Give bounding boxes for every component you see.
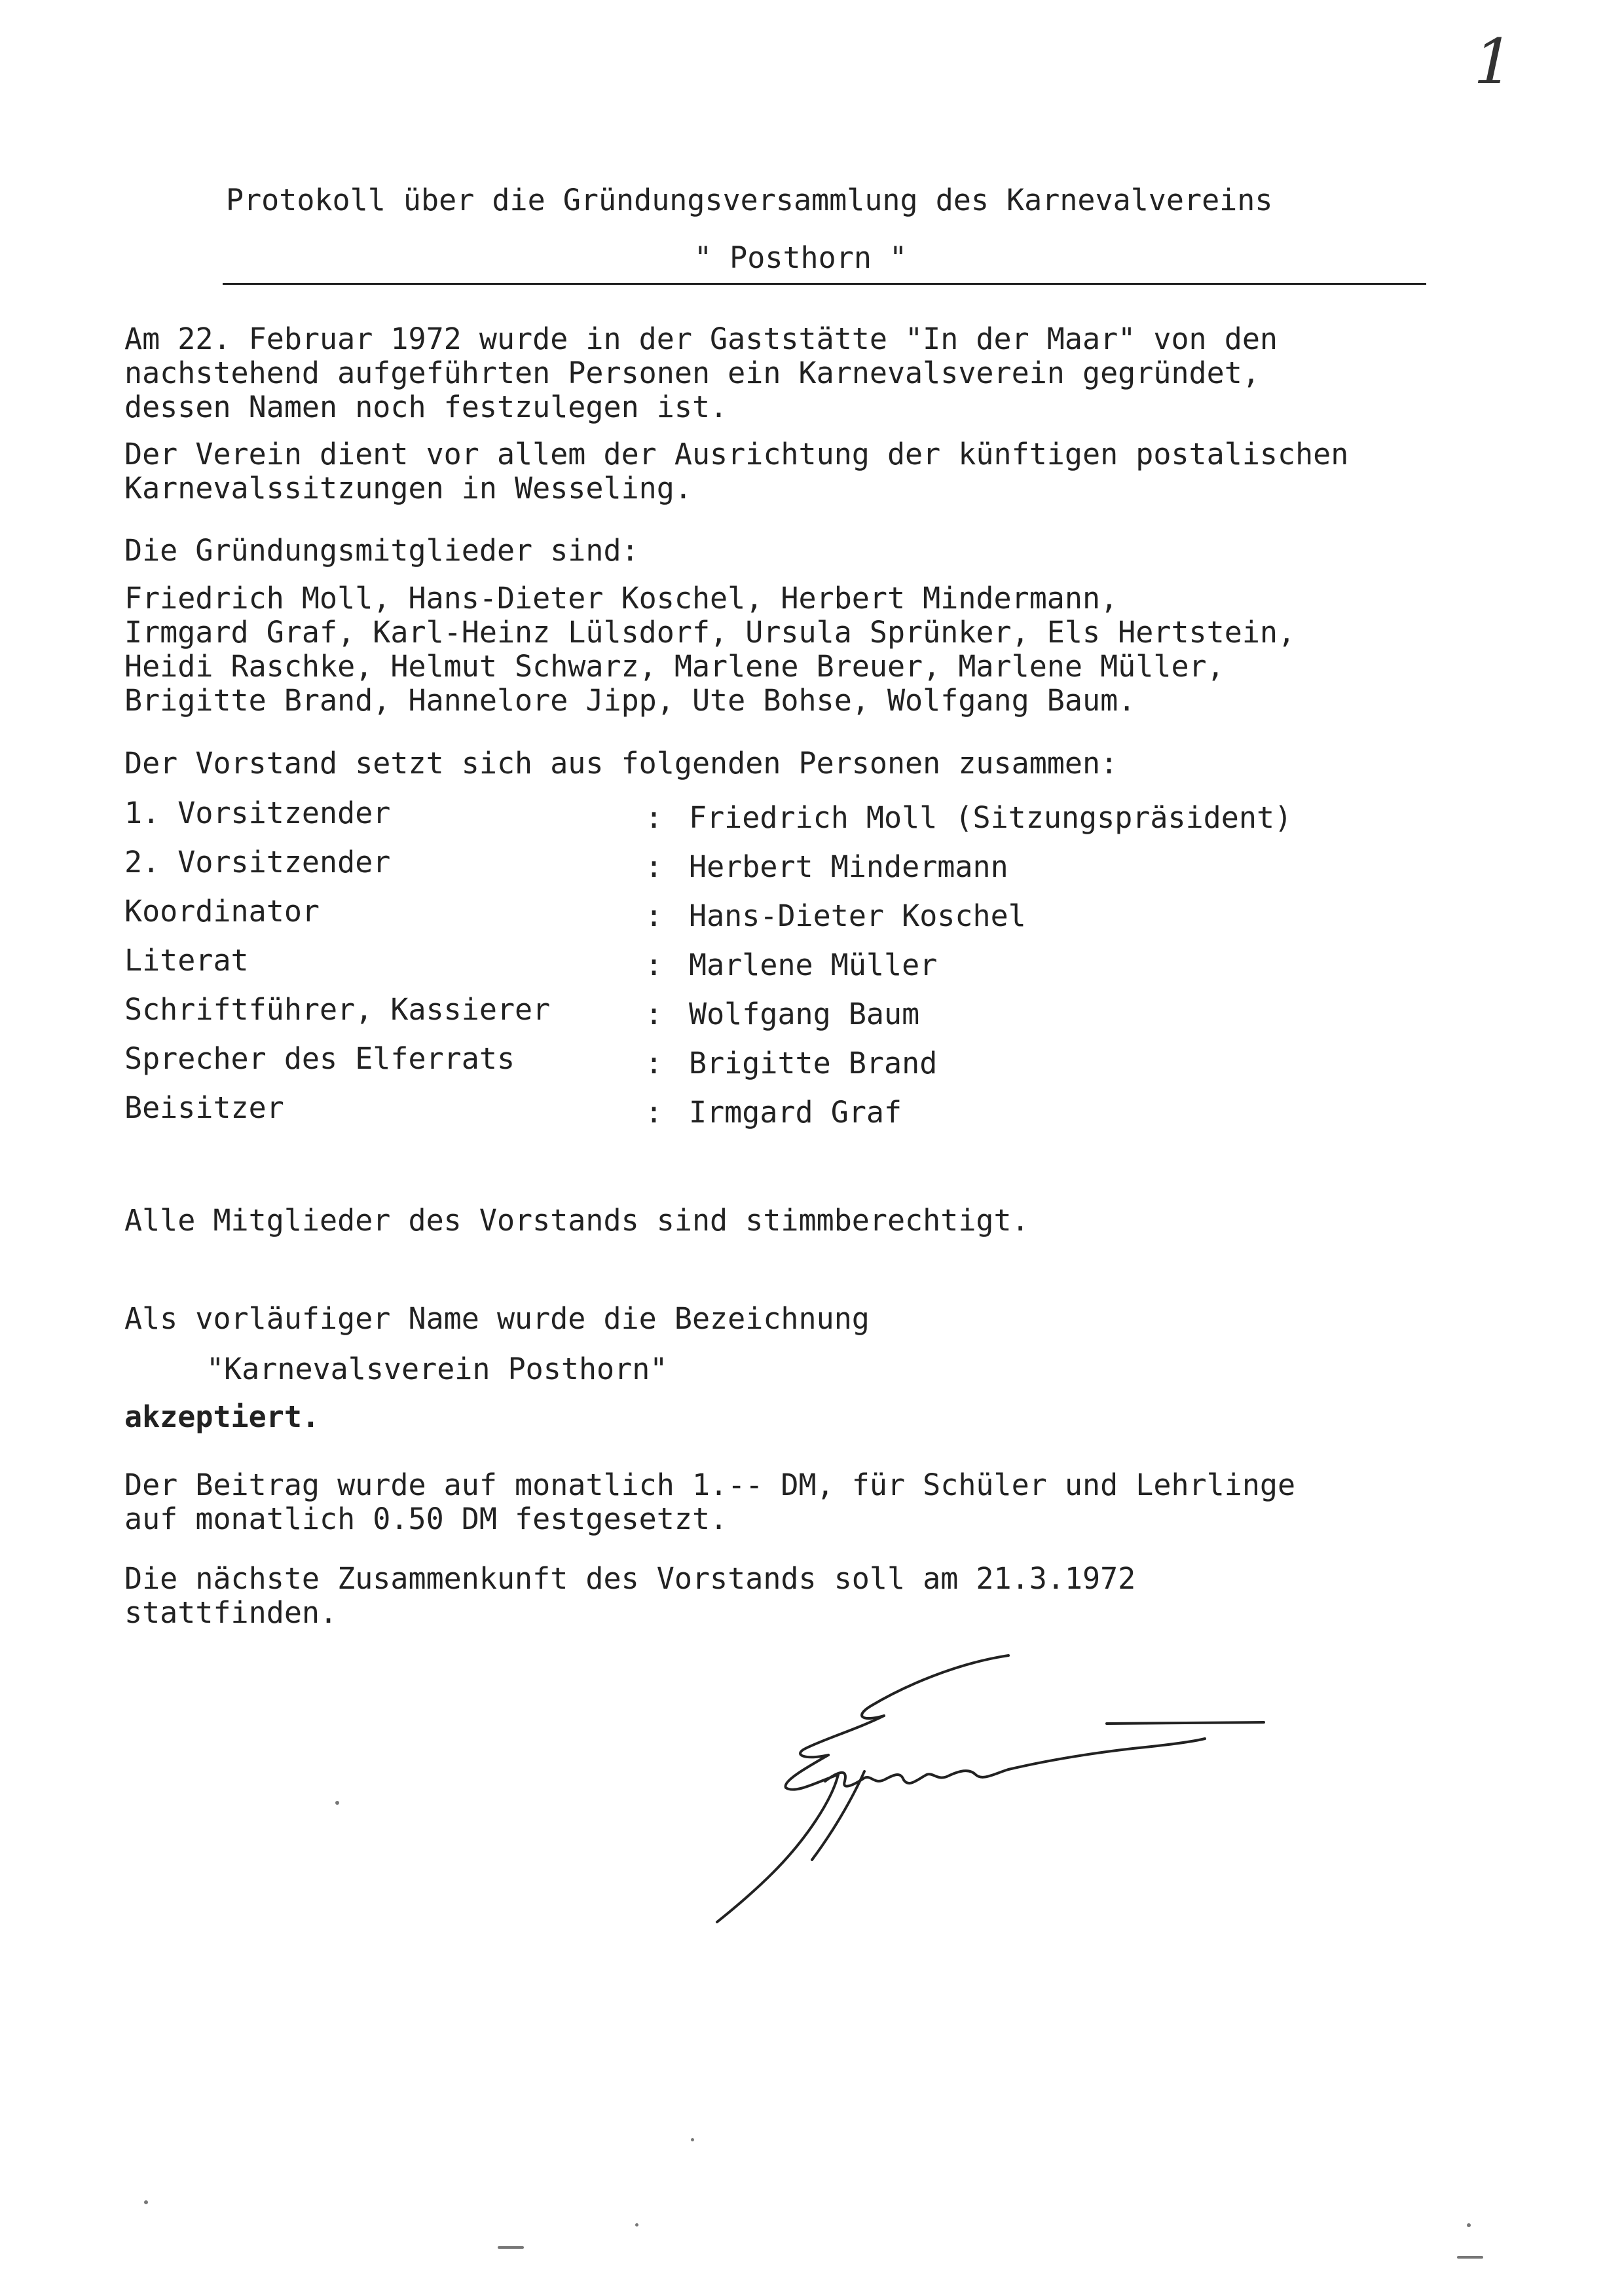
title-underline: [223, 283, 1426, 285]
purpose-paragraph-line-2: Karnevalssitzungen in Wesseling.: [124, 471, 692, 506]
board-role: Beisitzer: [124, 1090, 284, 1125]
board-heading: Der Vorstand setzt sich aus folgenden Personen zusammen:: [124, 746, 1118, 781]
name-accepted: akzeptiert.: [124, 1399, 320, 1434]
board-name: Marlene Müller: [689, 948, 938, 982]
board-colon: :: [645, 800, 663, 835]
board-name: Irmgard Graf: [689, 1095, 902, 1130]
founders-line-1: Friedrich Moll, Hans-Dieter Koschel, Herbert Mindermann,: [124, 581, 1118, 616]
club-name: "Karnevalsverein Posthorn": [206, 1352, 668, 1386]
board-colon: :: [645, 849, 663, 884]
intro-paragraph-line-3: dessen Namen noch festzulegen ist.: [124, 390, 728, 424]
title-line-2: " Posthorn ": [694, 240, 908, 275]
board-role: Schriftführer, Kassierer: [124, 992, 551, 1027]
page-number: 1: [1466, 26, 1521, 98]
board-role: Literat: [124, 943, 249, 978]
board-colon: :: [645, 898, 663, 933]
intro-paragraph-line-1: Am 22. Februar 1972 wurde in der Gaststätte "In der Maar" von den: [124, 322, 1278, 356]
board-role: 1. Vorsitzender: [124, 796, 391, 830]
next-meeting-line-1: Die nächste Zusammenkunft des Vorstands soll am 21.3.1972: [124, 1561, 1136, 1596]
scan-speck: [1467, 2223, 1471, 2227]
intro-paragraph-line-2: nachstehend aufgeführten Personen ein Karnevalsverein gegründet,: [124, 356, 1260, 390]
handwritten-signature: [707, 1650, 1297, 1925]
founders-heading: Die Gründungsmitglieder sind:: [124, 533, 639, 568]
board-name: Friedrich Moll (Sitzungspräsident): [689, 800, 1293, 835]
scan-speck: [1457, 2256, 1483, 2259]
board-colon: :: [645, 997, 663, 1031]
name-line-1: Als vorläufiger Name wurde die Bezeichnung: [124, 1301, 870, 1336]
founders-line-4: Brigitte Brand, Hannelore Jipp, Ute Bohse, Wolfgang Baum.: [124, 683, 1136, 718]
title-line-1: Protokoll über die Gründungsversammlung des Karnevalvereins: [226, 183, 1273, 217]
fee-line-2: auf monatlich 0.50 DM festgesetzt.: [124, 1502, 728, 1536]
board-role: Sprecher des Elferrats: [124, 1041, 515, 1076]
board-colon: :: [645, 1095, 663, 1130]
board-name: Brigitte Brand: [689, 1046, 938, 1081]
founders-line-2: Irmgard Graf, Karl-Heinz Lülsdorf, Ursula Sprünker, Els Hertstein,: [124, 615, 1296, 650]
voting-rights-note: Alle Mitglieder des Vorstands sind stimmberechtigt.: [124, 1203, 1029, 1238]
board-colon: :: [645, 948, 663, 982]
scan-speck: [498, 2246, 524, 2249]
board-name: Herbert Mindermann: [689, 849, 1008, 884]
board-name: Hans-Dieter Koschel: [689, 898, 1026, 933]
purpose-paragraph-line-1: Der Verein dient vor allem der Ausrichtung der künftigen postalischen: [124, 437, 1349, 471]
scan-speck: [144, 2200, 148, 2204]
scan-speck: [635, 2223, 638, 2227]
scan-speck: [691, 2138, 694, 2141]
board-role: 2. Vorsitzender: [124, 845, 391, 879]
board-colon: :: [645, 1046, 663, 1081]
next-meeting-line-2: stattfinden.: [124, 1595, 338, 1630]
board-role: Koordinator: [124, 894, 320, 929]
board-name: Wolfgang Baum: [689, 997, 920, 1031]
scan-speck: [335, 1801, 339, 1805]
founders-line-3: Heidi Raschke, Helmut Schwarz, Marlene Breuer, Marlene Müller,: [124, 649, 1225, 684]
fee-line-1: Der Beitrag wurde auf monatlich 1.-- DM, für Schüler und Lehrlinge: [124, 1468, 1296, 1502]
